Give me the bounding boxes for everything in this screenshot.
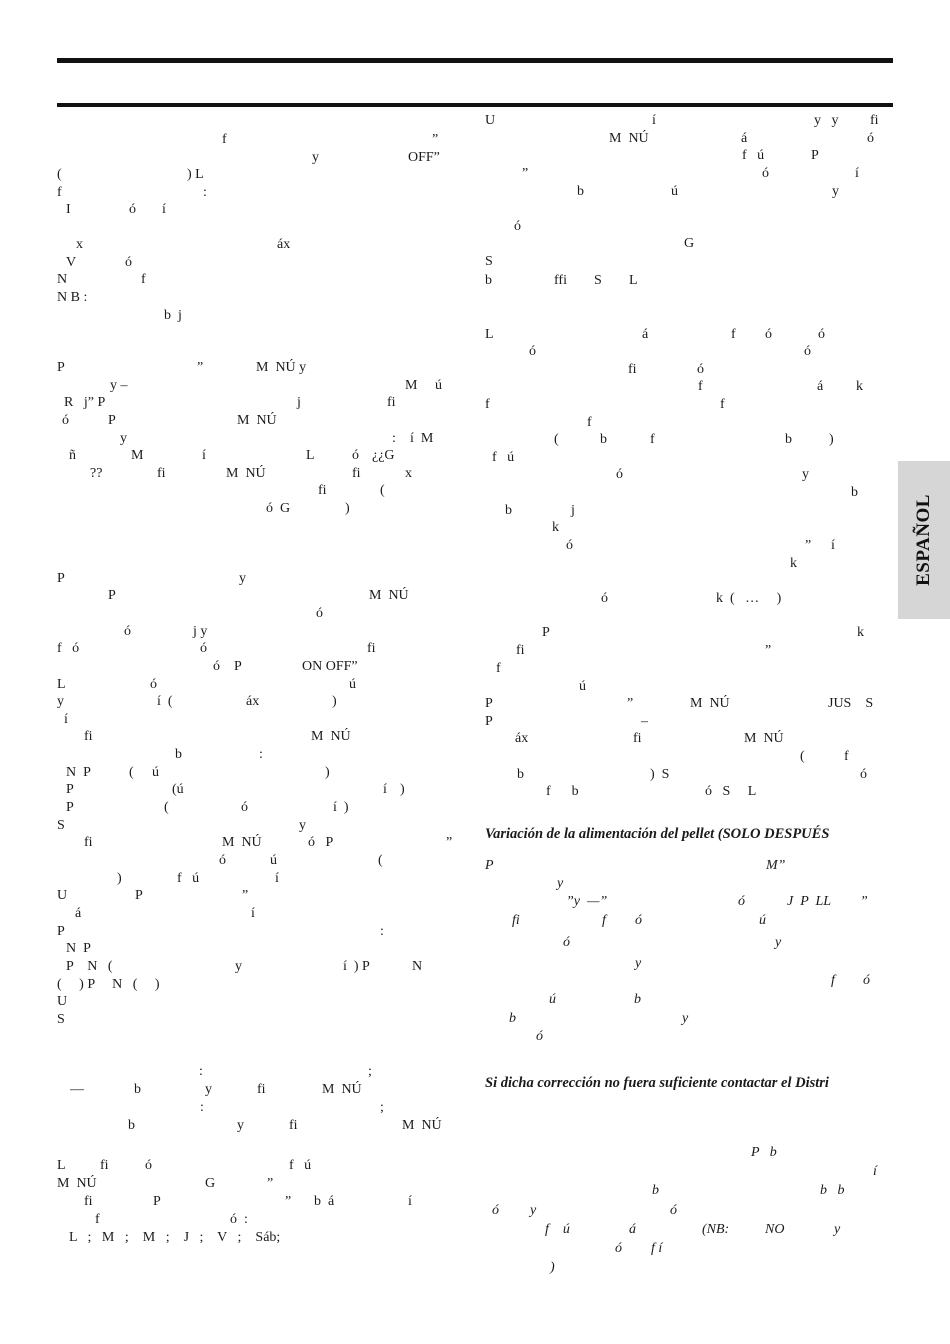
text-fragment: ( [164, 800, 169, 815]
text-fragment: b [485, 273, 492, 288]
text-fragment: áx [246, 694, 260, 709]
text-fragment: ú [349, 677, 356, 692]
text-fragment: P [542, 625, 550, 640]
text-fragment: ó [697, 362, 704, 377]
text-fragment: ” [446, 835, 453, 850]
text-fragment: í [162, 202, 166, 217]
text-fragment: ó [124, 624, 131, 639]
text-fragment: á [629, 1222, 636, 1237]
text-fragment: ) [325, 765, 330, 780]
text-fragment: í [408, 1194, 412, 1209]
text-fragment: M NÚ [57, 1176, 97, 1191]
text-fragment: b [652, 1183, 659, 1198]
text-fragment: ) [829, 432, 834, 447]
text-fragment: ; [380, 1100, 384, 1115]
text-fragment: ó [765, 327, 772, 342]
text-fragment: ó [316, 606, 323, 621]
text-fragment: fi [84, 729, 93, 744]
text-fragment: ó [566, 538, 573, 553]
text-fragment: ó [635, 913, 642, 928]
text-fragment: : [392, 431, 396, 446]
text-fragment: (NB: [702, 1222, 730, 1237]
text-fragment: b [785, 432, 792, 447]
text-fragment: b [505, 503, 512, 518]
text-fragment: ñ [69, 448, 76, 463]
text-fragment: M NÚ [744, 731, 784, 746]
text-fragment: fi [512, 913, 520, 928]
text-fragment: U [57, 888, 68, 903]
text-fragment: f [485, 397, 490, 412]
text-fragment: ( [378, 853, 383, 868]
text-fragment: í [64, 712, 68, 727]
text-fragment: j y [193, 624, 208, 639]
text-fragment: S [57, 818, 65, 833]
text-fragment: M [405, 378, 418, 393]
text-fragment: b [851, 485, 858, 500]
text-fragment: ) [332, 694, 337, 709]
text-fragment: M NÚ [226, 466, 266, 481]
text-fragment: P [485, 714, 493, 729]
text-fragment: ó [150, 677, 157, 692]
text-fragment: b á [314, 1194, 335, 1209]
section-heading-correction: Si dicha corrección no fuera suficiente contactar el Distri [485, 1075, 829, 1091]
text-fragment: f [831, 973, 835, 988]
text-fragment: P [135, 888, 143, 903]
text-fragment: ” [765, 643, 772, 658]
text-fragment: P [485, 696, 493, 711]
text-fragment: ) L [187, 167, 204, 182]
text-fragment: í ) [333, 800, 349, 815]
text-fragment: P [108, 413, 116, 428]
text-fragment: N P [66, 765, 91, 780]
text-fragment: í M [410, 431, 434, 446]
text-fragment: y [235, 959, 242, 974]
text-fragment: á [642, 327, 649, 342]
text-fragment: S [594, 273, 602, 288]
text-fragment: ( [554, 432, 559, 447]
text-fragment: J P LL [787, 894, 832, 909]
text-fragment: y [120, 431, 127, 446]
text-fragment: P [485, 858, 494, 873]
text-fragment: ( [800, 749, 805, 764]
text-fragment: ” [627, 696, 634, 711]
text-fragment: ( [57, 167, 62, 182]
text-fragment: : [259, 747, 263, 762]
text-fragment: ú [435, 378, 442, 393]
text-fragment: ” [267, 1176, 274, 1191]
text-fragment: P [66, 782, 74, 797]
text-fragment: ó [536, 1029, 543, 1044]
text-fragment: x [76, 237, 83, 252]
text-fragment: áx [277, 237, 291, 252]
text-fragment: ” [432, 132, 439, 147]
text-fragment: S [485, 254, 493, 269]
text-fragment: ó [200, 641, 207, 656]
text-fragment: P b [751, 1145, 777, 1160]
text-fragment: ( ) P N ( ) [57, 977, 160, 992]
text-fragment: ó [863, 973, 870, 988]
text-fragment: fi [387, 395, 396, 410]
text-fragment: fi [84, 835, 93, 850]
text-fragment: f [650, 432, 655, 447]
text-fragment: ó [514, 219, 521, 234]
text-fragment: M NÚ y [256, 360, 307, 375]
text-fragment: ” [242, 888, 249, 903]
text-fragment: L [485, 327, 494, 342]
text-fragment: ó G [266, 501, 291, 516]
text-fragment: ó [867, 131, 874, 146]
text-fragment: y [57, 694, 64, 709]
text-fragment: k [552, 520, 559, 535]
text-fragment: ”y —” [566, 894, 608, 909]
text-fragment: ú [671, 184, 678, 199]
text-fragment: í [202, 448, 206, 463]
text-fragment: fi [367, 641, 376, 656]
text-fragment: f ó [57, 641, 80, 656]
language-tab-label: ESPAÑOL [913, 494, 934, 586]
text-fragment: ó [601, 591, 608, 606]
text-fragment: í [275, 871, 279, 886]
text-fragment: P [108, 588, 116, 603]
text-fragment: f b [546, 784, 579, 799]
text-fragment: ó : [230, 1212, 248, 1227]
text-fragment: M NÚ [222, 835, 262, 850]
text-fragment: á [817, 379, 824, 394]
text-fragment: k [790, 556, 797, 571]
text-fragment: I [66, 202, 71, 217]
text-fragment: í [652, 113, 656, 128]
text-fragment: ” [285, 1194, 292, 1209]
text-fragment: b [634, 992, 641, 1007]
text-fragment: í [251, 906, 255, 921]
text-fragment: ” [805, 538, 812, 553]
text-fragment: ) [550, 1260, 555, 1275]
text-fragment: ó [129, 202, 136, 217]
text-fragment: j [571, 503, 575, 518]
text-fragment: ó [492, 1203, 499, 1218]
text-fragment: y [802, 467, 809, 482]
text-fragment: — [70, 1082, 84, 1097]
text-fragment: G [205, 1176, 216, 1191]
text-fragment: M NÚ [402, 1118, 442, 1133]
text-fragment: y [635, 956, 642, 971]
text-fragment: fi [516, 643, 525, 658]
section-heading-variation: Variación de la alimentación del pellet (SOLO DESPUÉS [485, 826, 830, 842]
text-fragment: ó [738, 894, 745, 909]
text-fragment: L [57, 677, 66, 692]
text-fragment: b b [820, 1183, 845, 1198]
text-fragment: y [237, 1118, 244, 1133]
text-fragment: í ) P [343, 959, 370, 974]
text-fragment: P [811, 148, 819, 163]
text-fragment: OFF” [408, 150, 440, 165]
text-fragment: f [731, 327, 736, 342]
text-fragment: f [95, 1212, 100, 1227]
text-fragment: í ( [157, 694, 173, 709]
text-fragment: b [509, 1011, 516, 1026]
text-fragment: ó S L [705, 784, 757, 799]
text-fragment: ú [549, 992, 556, 1007]
text-fragment: ; [368, 1064, 372, 1079]
text-fragment: y [832, 184, 839, 199]
text-fragment: f ú [492, 450, 515, 465]
text-fragment: f í [651, 1241, 663, 1256]
text-fragment: ffi [554, 273, 567, 288]
text-fragment: (ú [172, 782, 184, 797]
text-fragment: P [153, 1194, 161, 1209]
text-fragment: ó [563, 935, 570, 950]
text-fragment: P [57, 924, 65, 939]
text-fragment: L ; M ; M ; J ; V ; Sáb; [69, 1230, 281, 1245]
text-fragment: b [600, 432, 607, 447]
text-fragment: ” [860, 894, 868, 909]
text-fragment: U [57, 994, 68, 1009]
text-fragment: f ú [545, 1222, 570, 1237]
text-fragment: ó [241, 800, 248, 815]
text-fragment: fi [318, 483, 327, 498]
text-fragment: N P [66, 941, 91, 956]
text-fragment: U [485, 113, 496, 128]
text-fragment: ó P [308, 835, 334, 850]
text-fragment: í [831, 538, 835, 553]
text-fragment: ( [380, 483, 385, 498]
text-fragment: JUS S [828, 696, 874, 711]
text-fragment: ON OFF” [302, 659, 358, 674]
text-fragment: y [239, 571, 246, 586]
text-fragment: ó [352, 448, 359, 463]
text-fragment: y – [110, 378, 128, 393]
text-fragment: í [383, 782, 387, 797]
text-fragment: k ( … ) [716, 591, 782, 606]
text-fragment: ú [759, 913, 766, 928]
text-fragment: L [306, 448, 315, 463]
text-fragment: fi [352, 466, 361, 481]
text-fragment: k [856, 379, 863, 394]
text-fragment: fi [628, 362, 637, 377]
text-fragment: ó [145, 1158, 152, 1173]
text-fragment: P N ( [66, 959, 113, 974]
text-fragment: b [134, 1082, 141, 1097]
text-fragment: M NÚ [311, 729, 351, 744]
text-fragment: fi [870, 113, 879, 128]
text-fragment: x [405, 466, 412, 481]
text-fragment: fi [100, 1158, 109, 1173]
text-fragment: y [775, 935, 782, 950]
text-fragment: f [720, 397, 725, 412]
text-fragment: ó [860, 767, 867, 782]
text-fragment: M [131, 448, 144, 463]
text-fragment: M NÚ [690, 696, 730, 711]
text-fragment: V [66, 255, 77, 270]
text-fragment: ) [117, 871, 122, 886]
text-fragment: y y [814, 113, 839, 128]
text-fragment: y [682, 1011, 689, 1026]
text-fragment: S [57, 1012, 65, 1027]
text-fragment: fi [289, 1118, 298, 1133]
text-fragment: N B : [57, 290, 88, 305]
text-fragment: M NÚ [322, 1082, 362, 1097]
text-fragment: ó [670, 1203, 677, 1218]
text-fragment: f [222, 132, 227, 147]
text-fragment: ó [219, 853, 226, 868]
text-fragment: k [857, 625, 864, 640]
text-fragment: á [741, 131, 748, 146]
language-tab [898, 461, 950, 619]
text-fragment: ú [152, 765, 159, 780]
text-fragment: ) S [650, 767, 670, 782]
text-fragment: á [75, 906, 82, 921]
text-fragment: ú [270, 853, 277, 868]
text-fragment: y [299, 818, 306, 833]
text-fragment: b [175, 747, 182, 762]
text-fragment: f [57, 185, 62, 200]
text-fragment: y [530, 1203, 537, 1218]
text-fragment: ó [762, 166, 769, 181]
text-fragment: f ú [177, 871, 200, 886]
text-fragment: – [641, 714, 648, 729]
text-fragment: b [128, 1118, 135, 1133]
text-fragment: fi [633, 731, 642, 746]
text-fragment: ) [400, 782, 405, 797]
text-fragment: NO [765, 1222, 785, 1237]
text-fragment: b [517, 767, 524, 782]
text-fragment: M NÚ [237, 413, 277, 428]
text-fragment: fi [257, 1082, 266, 1097]
text-fragment: áx [515, 731, 529, 746]
text-fragment: L [57, 1158, 66, 1173]
text-fragment: fi [157, 466, 166, 481]
text-fragment: : [380, 924, 384, 939]
text-fragment: ( [129, 765, 134, 780]
text-fragment: ó [615, 1241, 622, 1256]
text-fragment: f [141, 272, 146, 287]
text-fragment: M NÚ [609, 131, 649, 146]
text-fragment: ó [125, 255, 132, 270]
text-fragment: P [57, 360, 65, 375]
text-fragment: j [297, 395, 301, 410]
text-fragment: f [698, 379, 703, 394]
text-fragment: y [312, 150, 319, 165]
text-fragment: ó [804, 344, 811, 359]
text-fragment: f [587, 415, 592, 430]
text-fragment: ó [62, 413, 69, 428]
text-fragment: ” [522, 166, 529, 181]
text-fragment: f ú [289, 1158, 312, 1173]
text-fragment: ó [616, 467, 623, 482]
text-fragment: f [602, 913, 606, 928]
text-fragment: í [873, 1164, 877, 1179]
text-fragment: : [199, 1064, 203, 1079]
text-fragment: ” [197, 360, 204, 375]
text-fragment: L [629, 273, 638, 288]
text-fragment: í [855, 166, 859, 181]
text-fragment: N [412, 959, 423, 974]
text-fragment: ?? [90, 466, 103, 481]
text-fragment: y [205, 1082, 212, 1097]
text-fragment: f ú [742, 148, 765, 163]
text-fragment: ó [529, 344, 536, 359]
text-fragment: fi [84, 1194, 93, 1209]
text-fragment: M NÚ [369, 588, 409, 603]
text-fragment: P [57, 571, 65, 586]
text-fragment: ó P [213, 659, 242, 674]
text-fragment: R j” P [64, 395, 106, 410]
text-fragment: N [57, 272, 68, 287]
text-fragment: f [496, 661, 501, 676]
text-fragment: y [834, 1222, 841, 1237]
text-fragment: b [577, 184, 584, 199]
text-fragment: ó [818, 327, 825, 342]
text-fragment: : [200, 1100, 204, 1115]
text-fragment: ¿¿G [372, 448, 395, 463]
text-fragment: ) [345, 501, 350, 516]
text-fragment: y [557, 876, 564, 891]
text-fragment: b j [164, 308, 182, 323]
text-fragment: : [203, 185, 207, 200]
text-fragment: M” [766, 858, 786, 873]
text-fragment: f [844, 749, 849, 764]
text-fragment: G [684, 236, 695, 251]
text-fragment: P [66, 800, 74, 815]
text-fragment: ú [579, 679, 586, 694]
